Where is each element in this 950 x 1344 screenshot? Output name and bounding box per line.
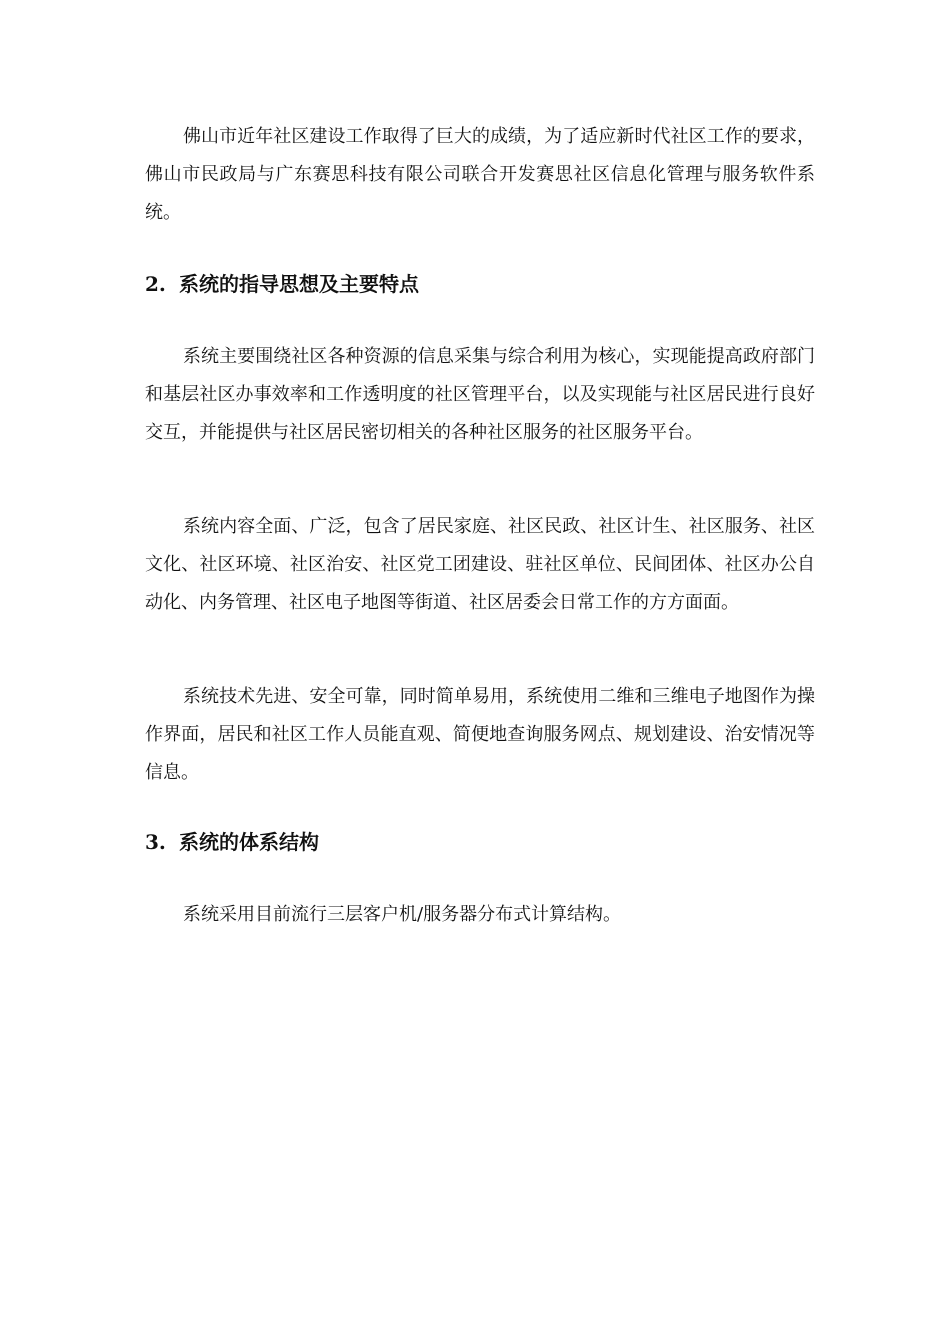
section-heading-2: [145, 270, 815, 298]
paragraph-intro: 佛山市近年社区建设工作取得了巨大的成绩，为了适应新时代社区工作的要求，佛山市民政局与广东赛思科技有限公司联合开发赛思社区信息化管理与服务软件系统。: [145, 126, 815, 223]
paragraph-core: 系统主要围绕社区各种资源的信息采集与综合利用为核心，实现能提高政府部门和基层社区办事效率和工作透明度的社区管理平台，以及实现能与社区居民进行良好交互，并能提供与社区居民密切相关的各种社区服务的社区服务平台。: [145, 346, 815, 443]
section-number-2: 2.: [145, 272, 166, 296]
paragraph-content: 系统内容全面、广泛，包含了居民家庭、社区民政、社区计生、社区服务、社区文化、社区环境、社区治安、社区党工团建设、驻社区单位、民间团体、社区办公自动化、内务管理、社区电子地图等街道、社区居委会日常工作的方方面面。: [145, 516, 815, 613]
paragraph-architecture: 系统采用目前流行三层客户机/服务器分布式计算结构。: [183, 904, 622, 925]
section-heading-3: [145, 828, 815, 856]
paragraph-tech: 系统技术先进、安全可靠，同时简单易用，系统使用二维和三维电子地图作为操作界面，居民和社区工作人员能直观、简便地查询服务网点、规划建设、治安情况等信息。: [145, 686, 815, 783]
section-title-2: 系统的指导思想及主要特点: [179, 272, 419, 296]
section-title-3: 系统的体系结构: [179, 830, 319, 854]
section-number-3: 3.: [145, 830, 166, 854]
